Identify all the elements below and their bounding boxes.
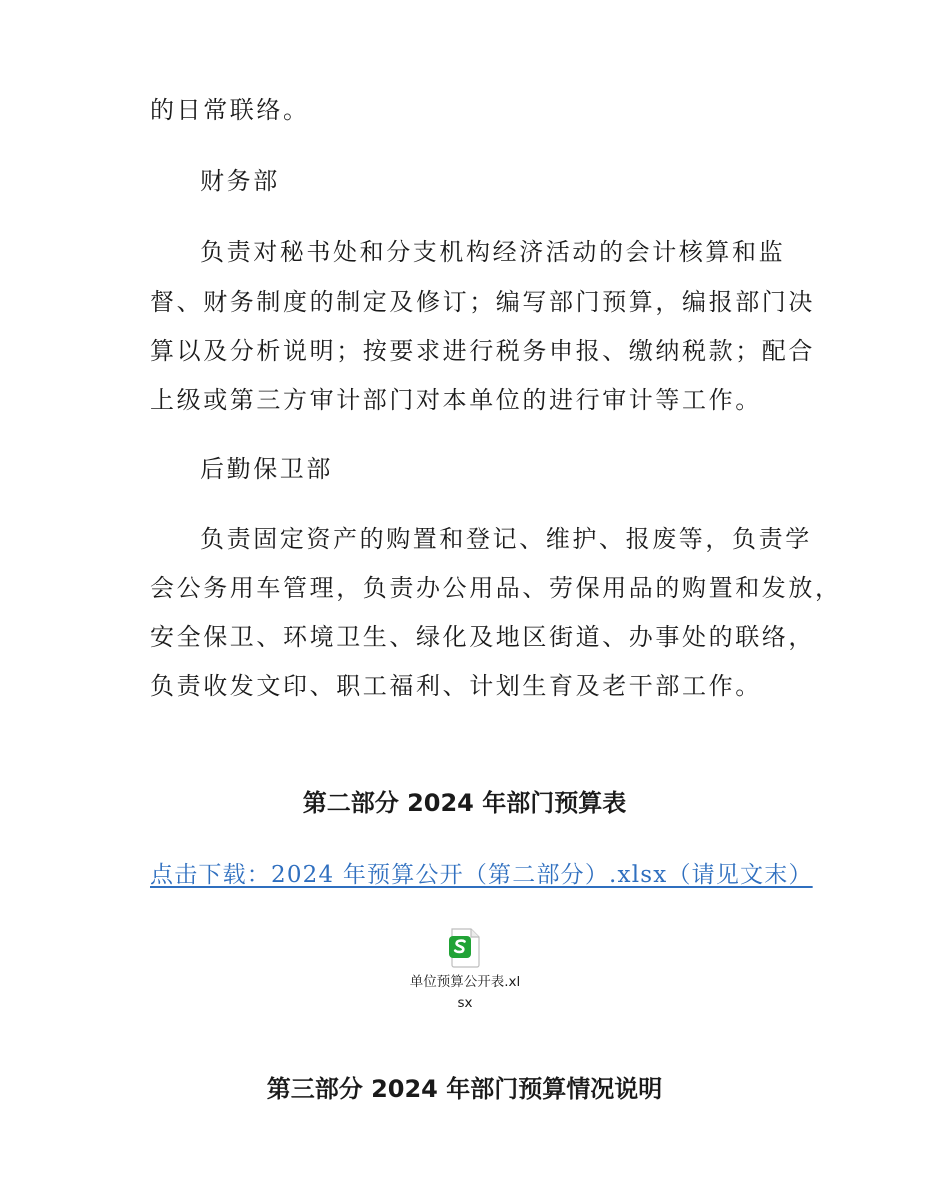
attachment-file[interactable] <box>404 928 526 1014</box>
paragraph-text: 负责固定资产的购置和登记、维护、报废等，负责学 <box>200 525 812 553</box>
paragraph-text: 负责收发文印、职工福利、计划生育及老干部工作。 <box>150 672 762 700</box>
attachment-name-line1: 单位预算公开表.xl <box>409 974 521 990</box>
section-title-part2: 第二部分 2024 年部门预算表 <box>302 789 627 817</box>
paragraph-text: 的日常联络。 <box>150 96 310 124</box>
attachment-name-line2: sx <box>457 995 473 1011</box>
paragraph-text: 负责对秘书处和分支机构经济活动的会计核算和监 <box>200 238 786 266</box>
subheading-logistics: 后勤保卫部 <box>200 455 333 483</box>
paragraph-text: 会公务用车管理，负责办公用品、劳保用品的购置和发放， <box>150 574 842 602</box>
spreadsheet-file-icon <box>448 928 482 968</box>
download-link[interactable]: 点击下载：2024 年预算公开（第二部分）.xlsx（请见文末） <box>150 862 813 888</box>
paragraph-text: 督、财务制度的制定及修订；编写部门预算，编报部门决 <box>150 288 815 316</box>
paragraph-text: 算以及分析说明；按要求进行税务申报、缴纳税款；配合 <box>150 337 815 365</box>
section-title-part3: 第三部分 2024 年部门预算情况说明 <box>266 1075 663 1103</box>
paragraph-text: 上级或第三方审计部门对本单位的进行审计等工作。 <box>150 386 762 414</box>
subheading-finance: 财务部 <box>200 167 280 195</box>
paragraph-text: 安全保卫、环境卫生、绿化及地区街道、办事处的联络， <box>150 623 815 651</box>
